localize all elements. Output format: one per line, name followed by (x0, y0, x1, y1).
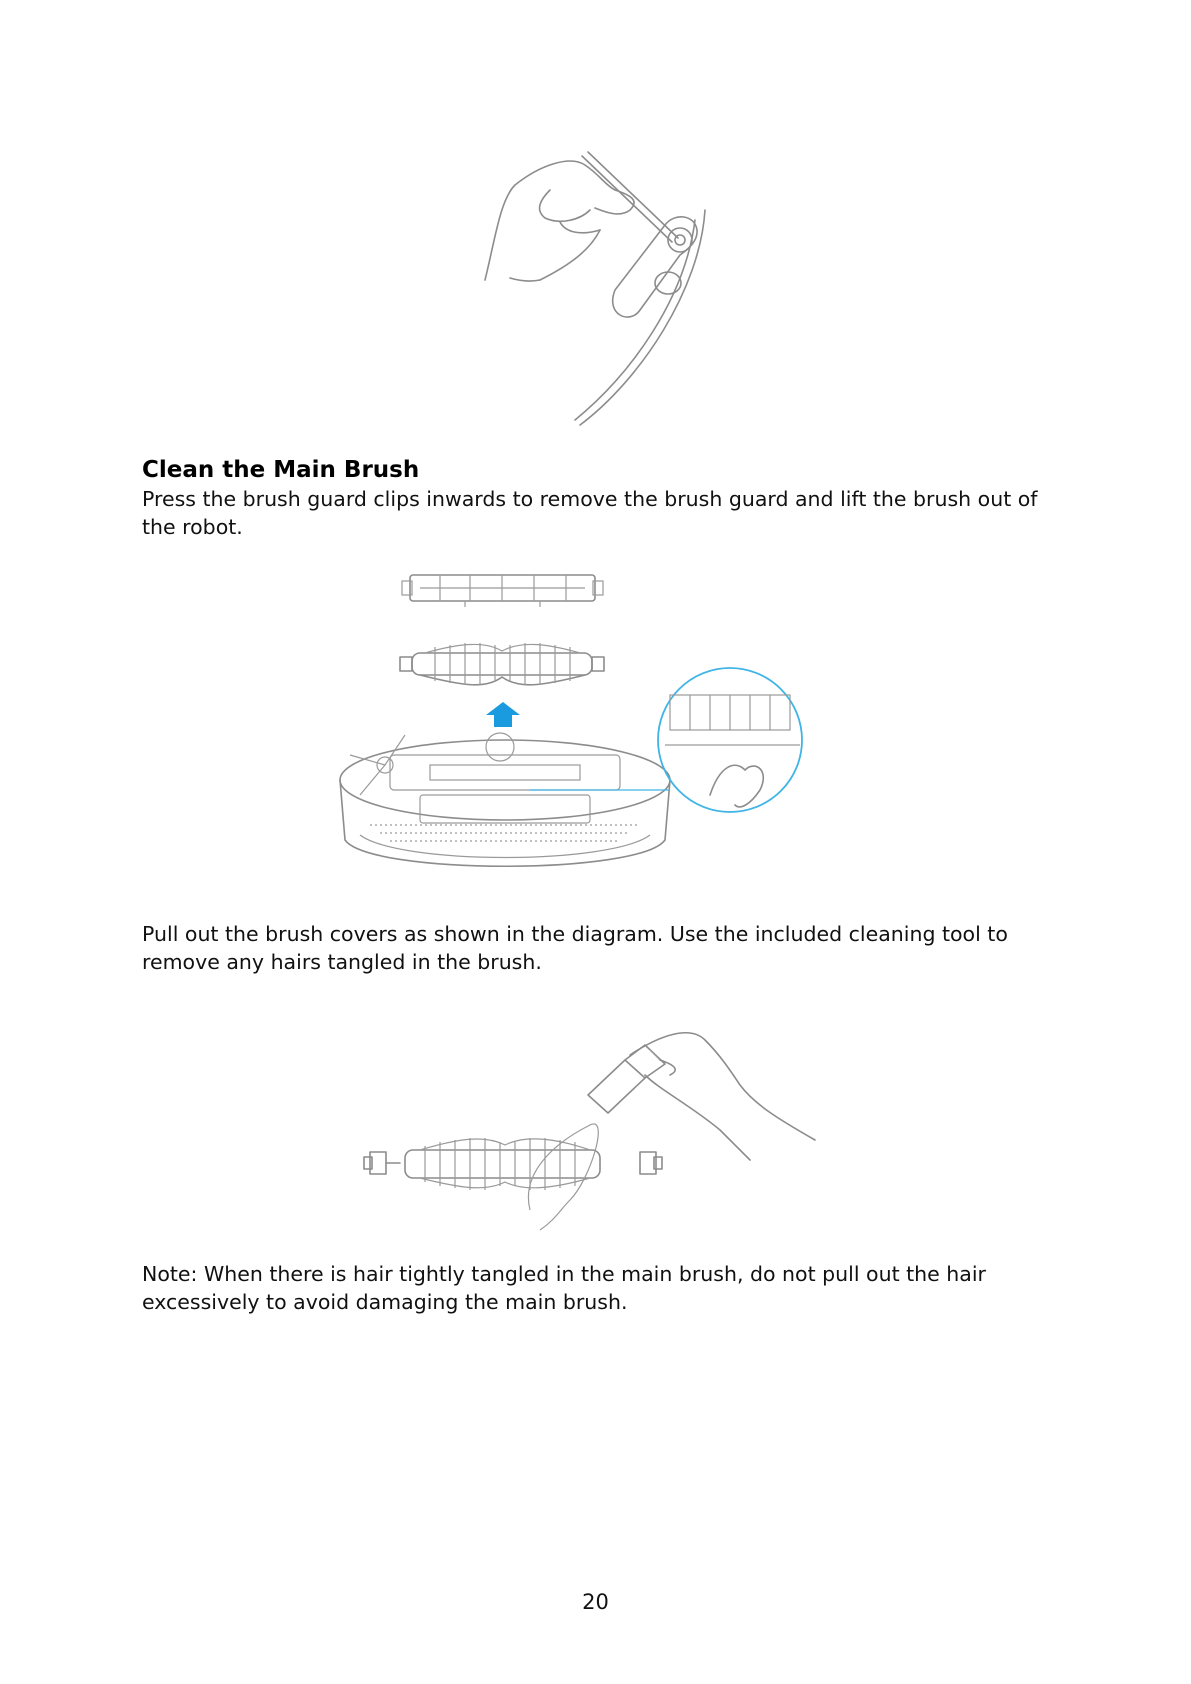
section-heading: Clean the Main Brush (142, 457, 420, 483)
main-brush-icon (405, 1138, 600, 1190)
lift-up-arrow-icon (486, 702, 520, 727)
instruction-paragraph-1: Press the brush guard clips inwards to remove the brush guard and lift the brush out of the robot. (142, 487, 1038, 539)
main-brush-icon (400, 643, 604, 685)
brush-end-cap-right-icon (640, 1152, 662, 1174)
page-number: 20 (582, 1590, 609, 1614)
robot-underside-icon (340, 733, 670, 866)
instruction-paragraph-2: Pull out the brush covers as shown in the diagram. Use the included cleaning tool to remove any hairs tangled in the brush. (142, 922, 1008, 974)
hair-removal-illustration (360, 1030, 820, 1230)
side-brush-cleaning-illustration (480, 140, 740, 440)
clip-detail-callout (658, 668, 802, 812)
brush-guard-icon (402, 575, 603, 607)
brush-end-cap-left-icon (364, 1152, 400, 1174)
note-paragraph: Note: When there is hair tightly tangled in the main brush, do not pull out the hair excessively to avoid damaging the main brush. (142, 1262, 986, 1314)
main-brush-removal-illustration (340, 565, 860, 905)
cleaning-tool-icon (588, 1045, 665, 1113)
